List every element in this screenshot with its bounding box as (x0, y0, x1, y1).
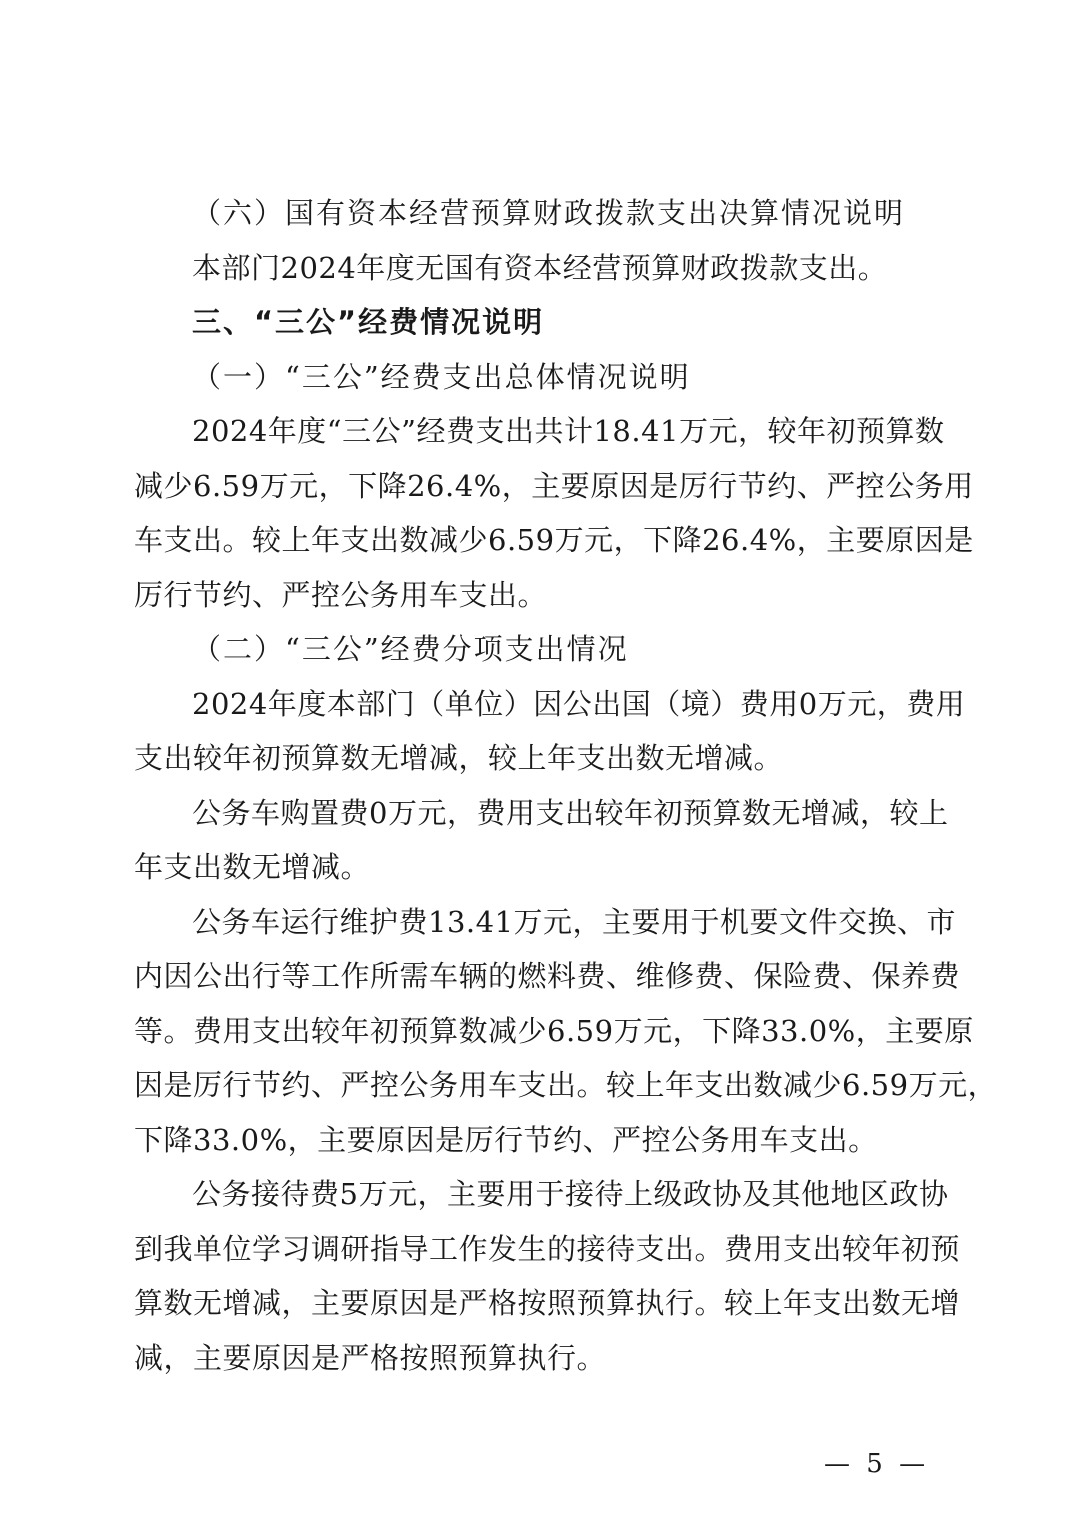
section-6-paragraph: 本部门2024年度无国有资本经营预算财政拨款支出。 (192, 250, 888, 285)
paragraph-reception (134, 1167, 961, 1385)
paragraph-line: 车支出。较上年支出数减少6.59万元，下降26.4%，主要原因是 (134, 523, 974, 557)
paragraph-line: 年支出数无增减。 (134, 850, 371, 884)
paragraph-line: 减，主要原因是严格按照预算执行。 (134, 1340, 607, 1375)
paragraph-line: 因是厉行节约、严控公务用车支出。较上年支出数减少6.59万元， (134, 1068, 998, 1102)
paragraph-car-purchase (134, 786, 949, 895)
paragraph-line: 到我单位学习调研指导工作发生的接待支出。费用支出较年初预 (134, 1231, 961, 1266)
section-heading-6: （六）国有资本经营预算财政拨款支出决算情况说明 (192, 196, 906, 230)
paragraph-abroad-expenses (134, 677, 966, 786)
paragraph-line: 公务接待费5万元，主要用于接待上级政协及其他地区政协 (192, 1177, 949, 1211)
paragraph-line: 下降33.0%，主要原因是厉行节约、严控公务用车支出。 (134, 1122, 878, 1157)
paragraph-line: 2024年度“三公”经费支出共计18.41万元，较年初预算数 (192, 414, 945, 448)
paragraph-line: 算数无增减，主要原因是严格按照预算执行。较上年支出数无增 (134, 1286, 961, 1320)
document-body (134, 186, 998, 1385)
section-heading-3-1: （一）“三公”经费支出总体情况说明 (192, 359, 691, 394)
section-heading-3-2: （二）“三公”经费分项支出情况 (192, 632, 629, 666)
paragraph-line: 等。费用支出较年初预算数减少6.59万元，下降33.0%，主要原 (134, 1013, 974, 1048)
section-heading-3: 三、“三公”经费情况说明 (192, 305, 545, 339)
paragraph-three-public-overview (134, 404, 974, 622)
paragraph-line: 公务车购置费0万元，费用支出较年初预算数无增减，较上 (192, 795, 949, 830)
paragraph-line: 支出较年初预算数无增减，较上年支出数无增减。 (134, 741, 784, 775)
paragraph-line: 公务车运行维护费13.41万元，主要用于机要文件交换、市 (192, 904, 957, 939)
paragraph-line: 减少6.59万元，下降26.4%，主要原因是厉行节约、严控公务用 (134, 468, 974, 503)
paragraph-line: 厉行节约、严控公务用车支出。 (134, 577, 548, 612)
paragraph-line: 2024年度本部门（单位）因公出国（境）费用0万元，费用 (192, 686, 966, 721)
page-number: — 5 — (824, 1449, 930, 1479)
paragraph-car-operation (134, 895, 998, 1168)
paragraph-line: 内因公出行等工作所需车辆的燃料费、维修费、保险费、保养费 (134, 959, 961, 993)
